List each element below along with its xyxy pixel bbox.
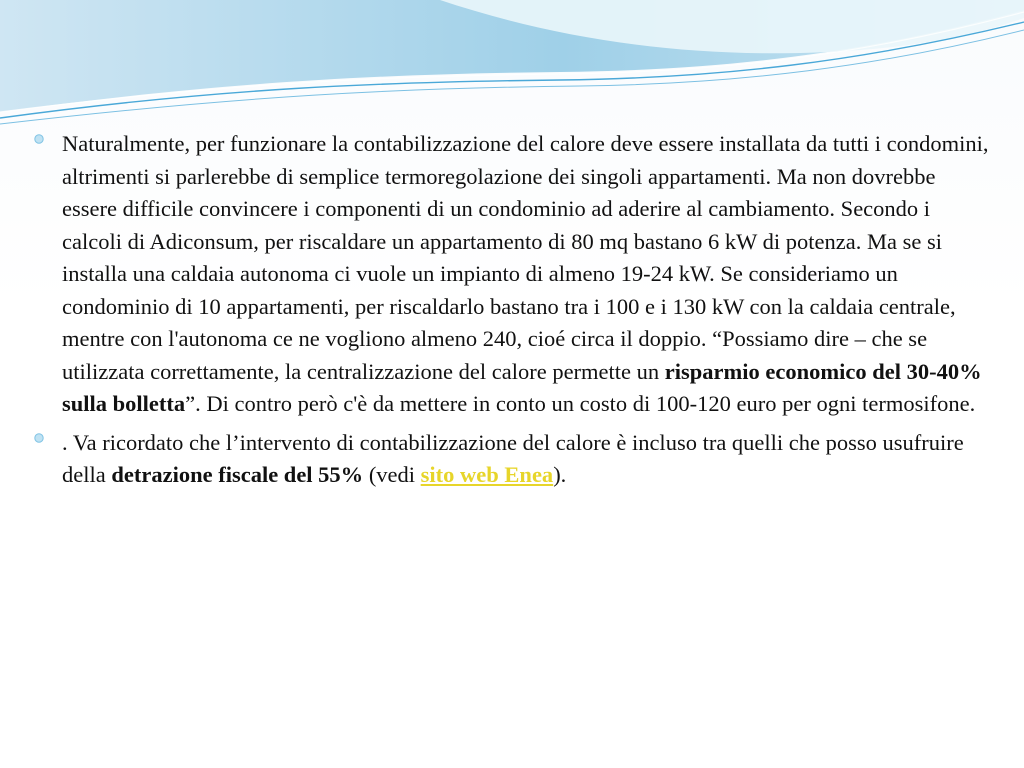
bold-text: detrazione fiscale del 55%	[111, 462, 364, 487]
bullet-text: Naturalmente, per funzionare la contabilizzazione del calore deve essere installata da tutti i condomini, altrimenti si parlerebbe di semplice termoregolazione dei singoli appartamenti. Ma non dovrebbe essere difficile convincere i componenti di un condominio ad aderire al cambiamento. Secondo i calcoli di Adiconsum, per riscaldare un appartamento di 80 mq bastano 6 kW di potenza. Ma se si installa una caldaia autonoma ci vuole un impianto di almeno 19-24 kW. Se consideriamo un condominio di 10 appartamenti, per riscaldarlo bastano tra i 100 e i 130 kW con la caldaia centrale, mentre con l'autonoma ce ne vogliono almeno 240, cioé circa il doppio. “Possiamo dire – che se utilizzata correttamente, la centralizzazione del calore permette un	[62, 131, 989, 384]
bold-text: risparmio economico del 30-40% sulla bolletta	[62, 358, 982, 416]
bullet-text: ”. Di contro però c'è da mettere in conto un costo di 100-120 euro per ogni termosifone.	[185, 391, 976, 416]
bullet-icon	[34, 134, 44, 144]
decorative-wave-banner	[0, 0, 1024, 130]
bullet-text: (vedi	[363, 462, 421, 487]
bullet-text: ).	[553, 462, 567, 487]
slide-body	[36, 128, 994, 498]
enea-website-link[interactable]: sito web Enea	[420, 462, 554, 487]
bullet-item	[36, 128, 994, 421]
bullet-icon	[34, 433, 44, 443]
bullet-item	[36, 427, 994, 492]
bullet-text: . Va ricordato che l’intervento di contabilizzazione del calore è incluso tra quelli che posso usufruire della	[62, 429, 964, 487]
